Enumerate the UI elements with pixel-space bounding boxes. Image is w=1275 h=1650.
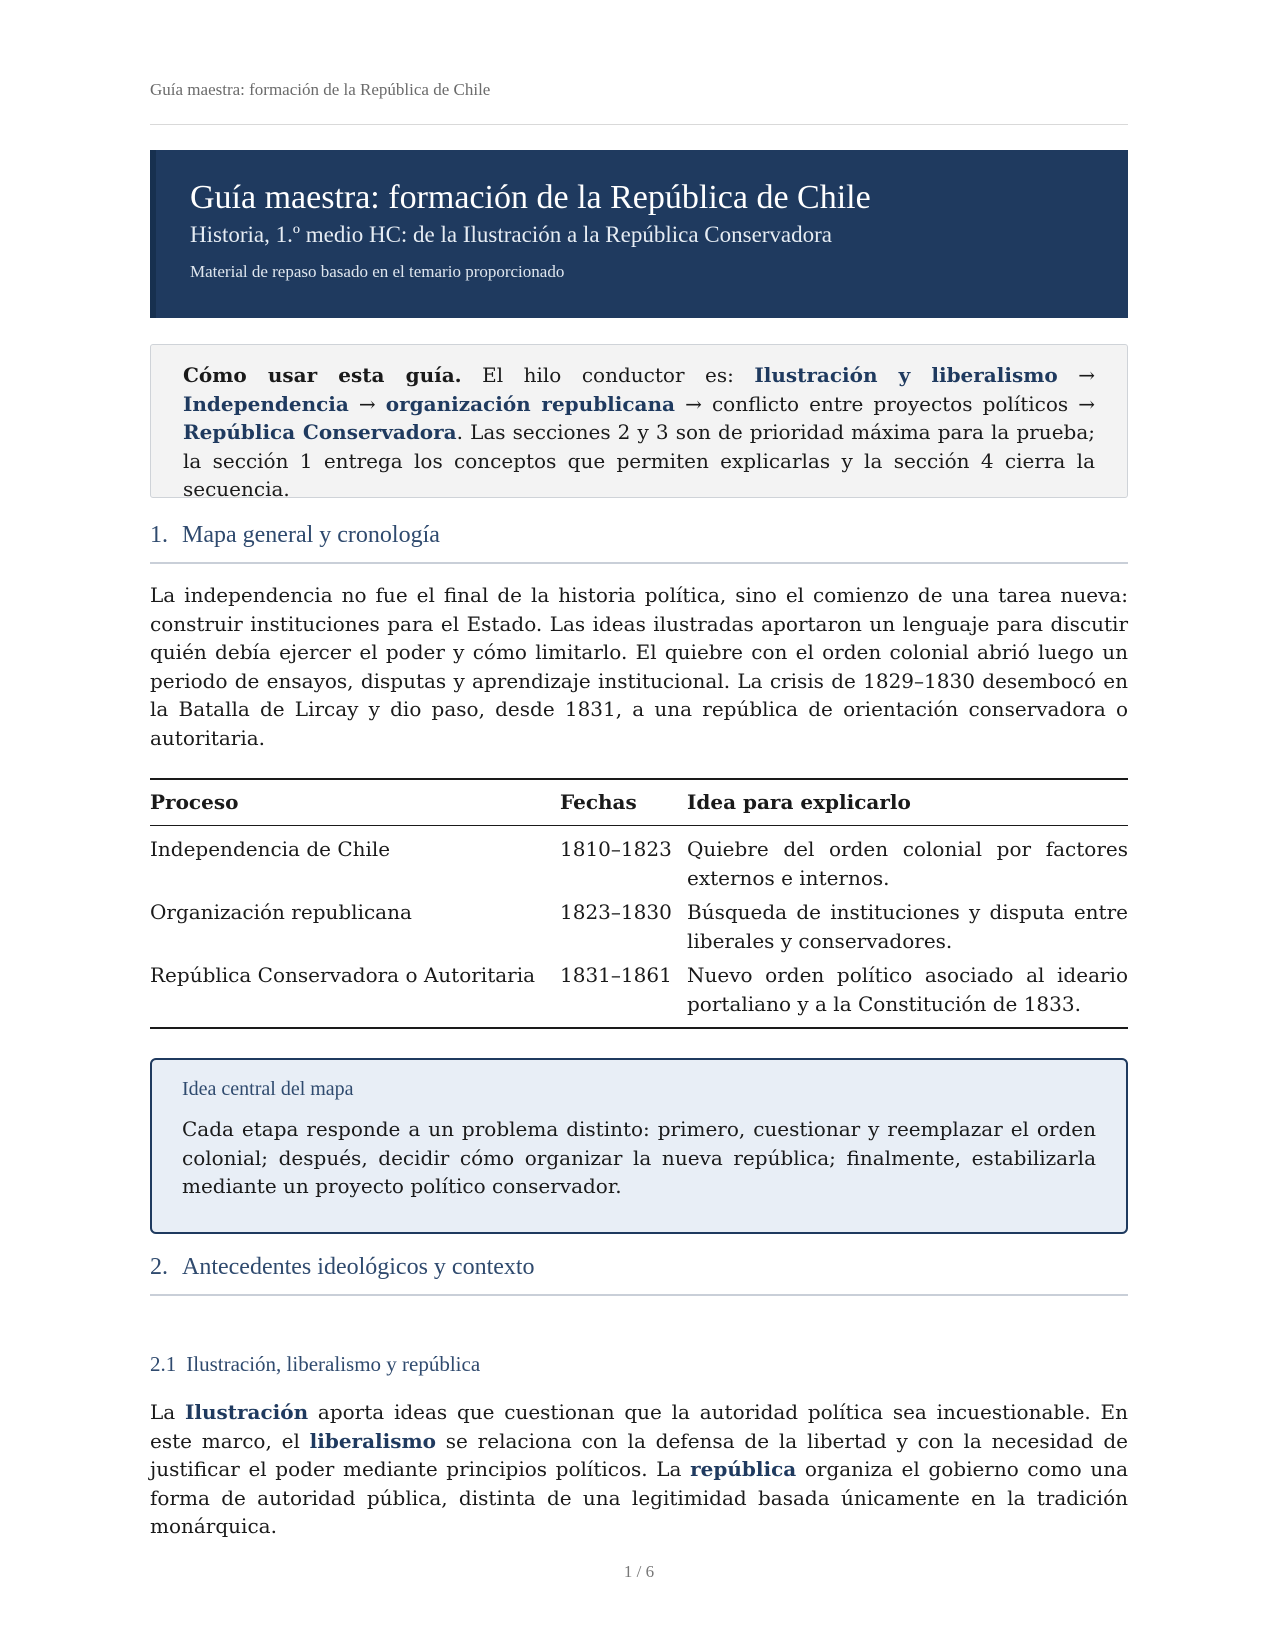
subsection-2-1-number: 2.1 — [150, 1352, 177, 1376]
section-1-rule — [150, 562, 1128, 564]
para-text-3: se relaciona con la defensa de la libertad y con la necesidad de justificar el poder mediante principios políticos. La — [150, 1428, 1128, 1481]
subsection-2-1-heading — [150, 1352, 480, 1377]
table-row-2-fechas: 1823–1830 — [560, 900, 672, 924]
table-header-rule — [150, 825, 1128, 826]
how-to-text-1: El hilo conductor es: — [461, 363, 755, 387]
table-row-3-fechas: 1831–1861 — [560, 963, 672, 987]
table-row-3-proceso: República Conservadora o Autoritaria — [150, 963, 536, 987]
table-row-2-idea: Búsqueda de instituciones y disputa entre liberales y conservadores. — [687, 900, 1128, 953]
table-row-2-proceso: Organización republicana — [150, 900, 412, 924]
header-divider — [150, 124, 1128, 125]
section-2-1-paragraph — [150, 1398, 1128, 1541]
section-1-number: 1. — [150, 522, 168, 548]
section-2-rule — [150, 1294, 1128, 1296]
document-note: Material de repaso basado en el temario proporcionado — [190, 262, 565, 281]
highlight-republica-conservadora: República Conservadora — [183, 420, 457, 444]
page-number: 1 / 6 — [623, 1562, 655, 1581]
subsection-2-1-title: Ilustración, liberalismo y república — [186, 1352, 481, 1376]
table-bottom-rule — [150, 1027, 1128, 1029]
highlight-organizacion: organización republicana — [385, 391, 676, 416]
section-2-heading — [150, 1254, 1128, 1281]
table-header-fechas: Fechas — [560, 790, 637, 814]
how-to-text-3: . Las secciones 2 y 3 son de prioridad máxima para la prueba; la sección 1 entrega los conceptos que permiten explicarlas y la sección 4 cierra la secuencia. — [183, 420, 1095, 501]
running-header: Guía maestra: formación de la República de Chile — [150, 80, 491, 99]
table-header-proceso: Proceso — [150, 790, 239, 814]
idea-central-text: Cada etapa responde a un problema distinto: primero, cuestionar y reemplazar el orden colonial; después, decidir cómo organizar la nueva república; finalmente, estabilizarla mediante un proyecto político conservador. — [182, 1117, 1096, 1198]
arrow-2: → — [348, 391, 386, 416]
table-header-idea: Idea para explicarlo — [687, 790, 911, 814]
highlight-liberalismo-term: liberalismo — [309, 1428, 436, 1453]
section-1-title: Mapa general y cronología — [182, 522, 440, 548]
highlight-independencia: Independencia — [183, 391, 349, 416]
section-2-number: 2. — [150, 1254, 168, 1280]
para-text-2: aporta ideas que cuestionan que la autoridad política sea incuestionable. En este marco, el — [150, 1400, 1129, 1453]
table-row-1-fechas: 1810–1823 — [560, 837, 672, 861]
document-subtitle: Historia, 1.º medio HC: de la Ilustración a la República Conservadora — [190, 222, 833, 247]
how-to-box — [150, 344, 1128, 501]
table-row-3-idea: Nuevo orden político asociado al ideario portaliano y a la Constitución de 1833. — [687, 963, 1128, 1016]
highlight-ilustracion: Ilustración y liberalismo — [754, 363, 1058, 387]
idea-central-box — [150, 1058, 1128, 1234]
para-text-4: organiza el gobierno como una forma de autoridad pública, distinta de una legitimidad basada únicamente en la tradición monárquica. — [150, 1457, 1128, 1538]
section-1-heading — [150, 522, 1128, 549]
how-to-text — [183, 361, 1095, 504]
idea-central-title: Idea central del mapa — [182, 1078, 354, 1100]
how-to-label: Cómo usar esta guía. — [183, 363, 462, 387]
para-text-1: La — [150, 1400, 185, 1424]
table-top-rule — [150, 778, 1128, 780]
how-to-text-2: → conflicto entre proyectos políticos → — [675, 391, 1095, 416]
arrow-1: → — [1057, 363, 1096, 387]
title-block — [150, 150, 1128, 318]
title-accent-bar — [150, 150, 156, 318]
highlight-republica-term: república — [690, 1457, 797, 1481]
table-row-1-proceso: Independencia de Chile — [150, 837, 391, 861]
document-title: Guía maestra: formación de la República de Chile — [190, 179, 871, 216]
section-1-paragraph: La independencia no fue el final de la historia política, sino el comienzo de una tarea nueva: construir instituciones para el Estado. Las ideas ilustradas aportaron un lenguaje para discutir quién debía ejercer el poder y cómo limitarlo. El quiebre con el orden colonial abrió luego un periodo de ensayos, disputas y aprendizaje institucional. La crisis de 1829–1830 desembocó en la Batalla de Lircay y dio paso, desde 1831, a una república de orientación conservadora o autoritaria. — [150, 583, 1128, 750]
highlight-ilustracion-term: Ilustración — [184, 1400, 309, 1424]
table-row-1-idea: Quiebre del orden colonial por factores externos e internos. — [687, 837, 1128, 890]
section-2-title: Antecedentes ideológicos y contexto — [182, 1254, 535, 1280]
